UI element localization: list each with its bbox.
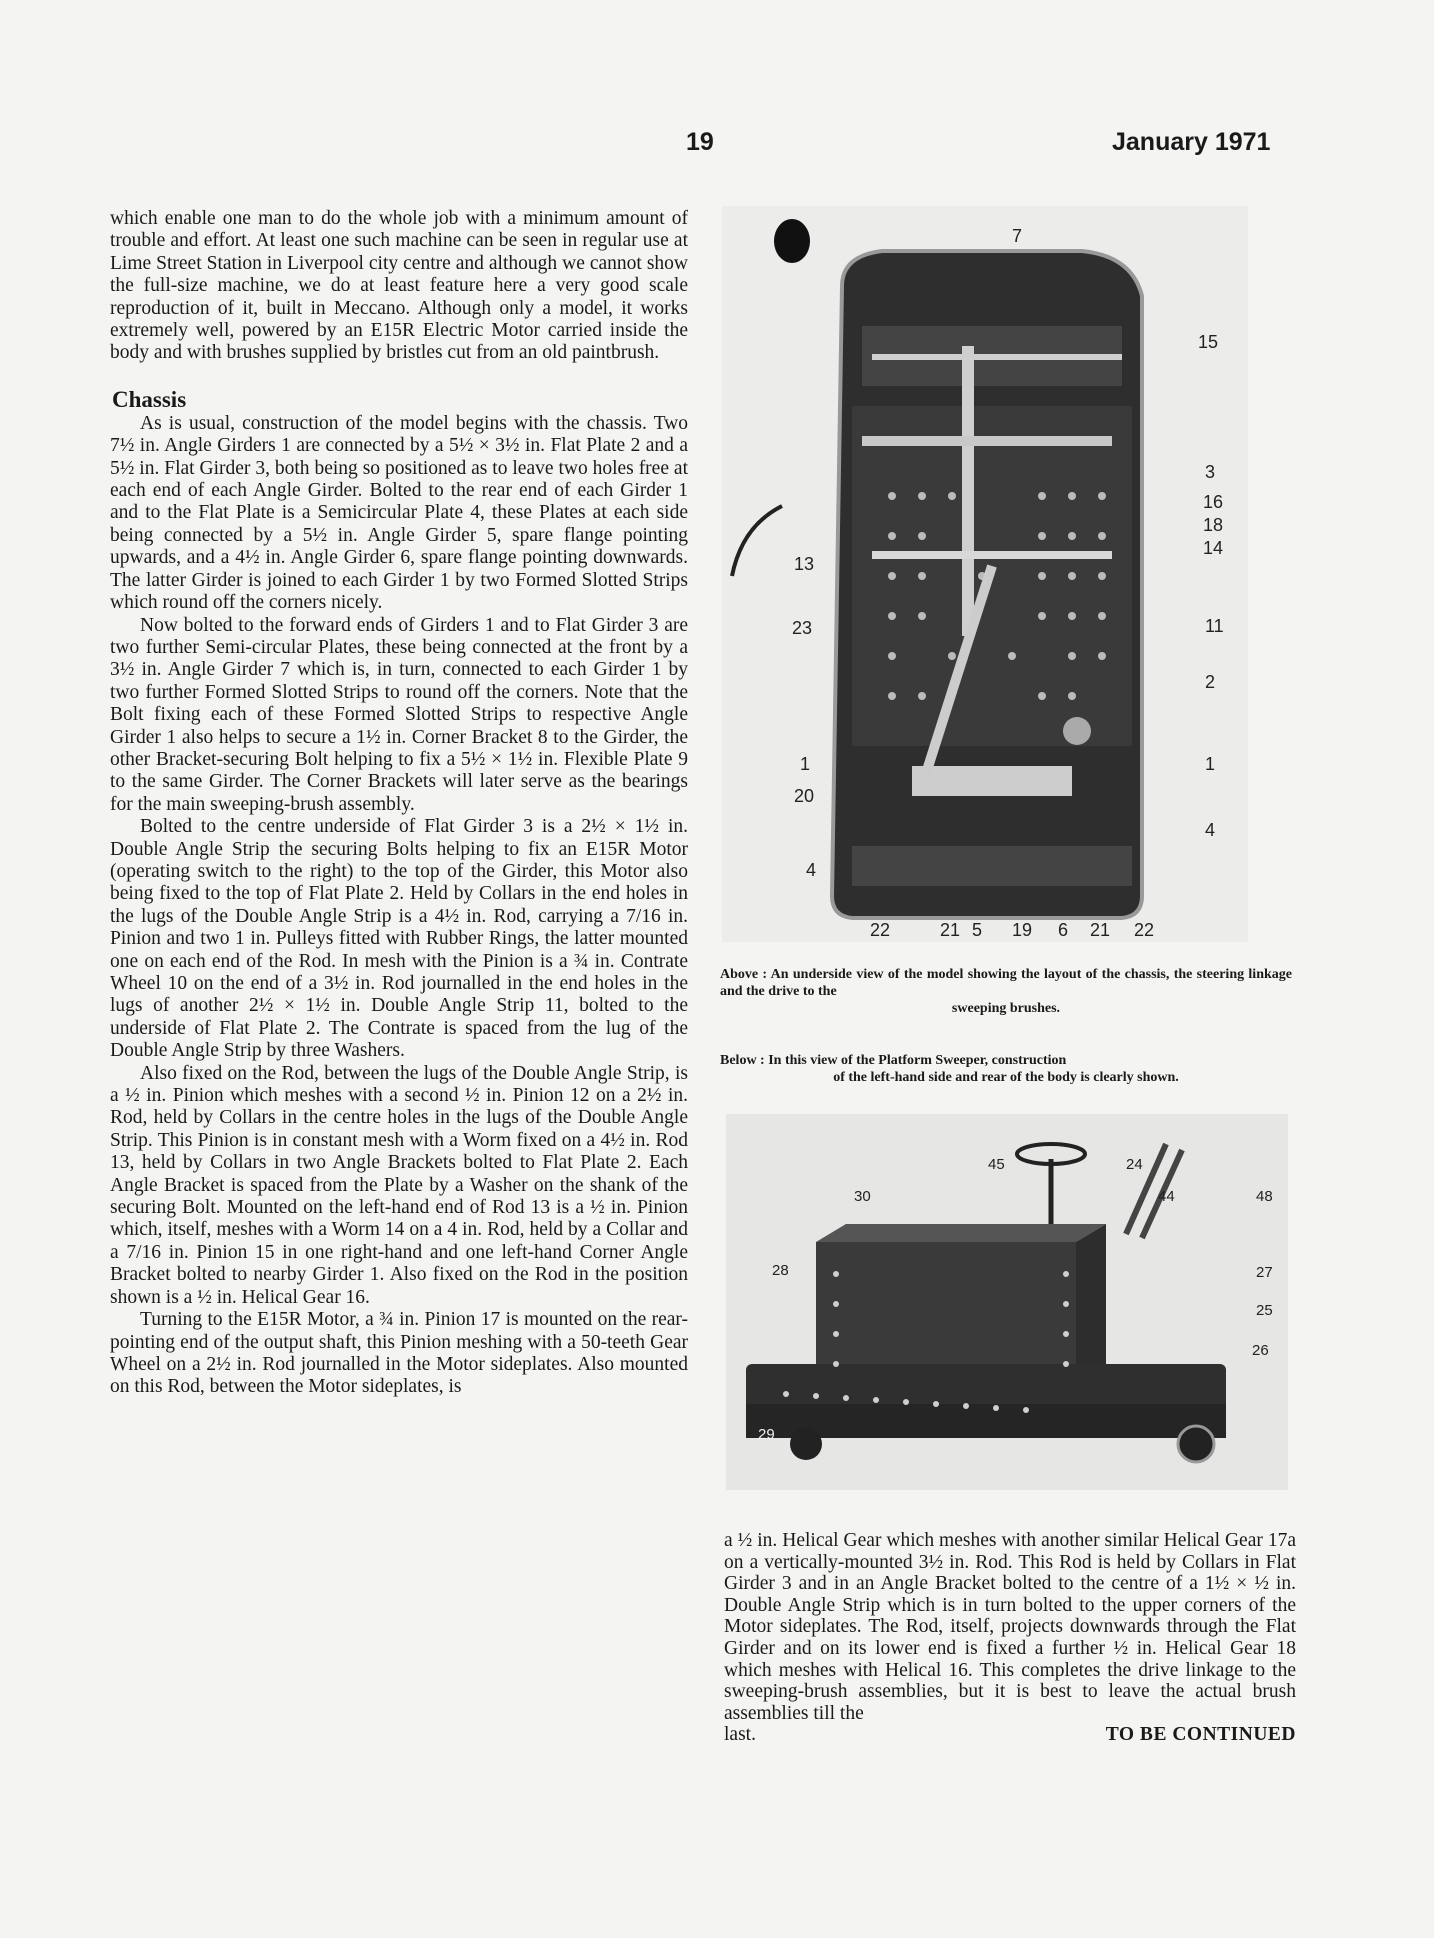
left-column	[110, 208, 688, 1399]
last-word: last.	[724, 1724, 756, 1746]
callout-26: 26	[1252, 1342, 1269, 1359]
callout-44: 44	[1158, 1188, 1175, 1205]
callout-19: 19	[1012, 920, 1033, 940]
callout-18: 18	[1203, 515, 1224, 535]
callout-22-left: 22	[870, 920, 891, 940]
sweeper-photo	[726, 1114, 1288, 1490]
page-number: 19	[686, 128, 714, 156]
callout-5: 5	[972, 920, 983, 940]
callout-16: 16	[1203, 492, 1224, 512]
caption-bottom-last: of the left-hand side and rear of the body is clearly shown.	[833, 1070, 1179, 1085]
callout-28: 28	[772, 1262, 789, 1279]
caption-bottom-prefix: Below :	[720, 1053, 765, 1068]
caption-top-text: An underside view of the model showing the layout of the chassis, the steering linkage and the drive to the	[720, 967, 1292, 999]
underside-photo	[722, 206, 1248, 942]
to-be-continued: TO BE CONTINUED	[1105, 1724, 1296, 1746]
issue-date: January 1971	[1112, 128, 1271, 156]
callout-21-left: 21	[940, 920, 961, 940]
callout-30: 30	[854, 1188, 871, 1205]
callout-29: 29	[758, 1426, 775, 1443]
callout-22-right: 22	[1134, 920, 1155, 940]
callout-25: 25	[1256, 1302, 1273, 1319]
callout-20: 20	[794, 786, 815, 806]
caption-bottom-text: In this view of the Platform Sweeper, construction	[768, 1053, 1067, 1068]
paragraph-4: Also fixed on the Rod, between the lugs of the Double Angle Strip, is a ½ in. Pinion which meshes with a second ½ in. Pinion 12 on a 2½ in. Rod, held by Collars in the centre holes in the lugs of the Double Angle Strip. This Pinion is in constant mesh with a Worm fixed on a 4½ in. Rod 13, held by Collars in two Angle Brackets bolted to Flat Plate 2. Each Angle Bracket is spaced from the Plate by a Washer on the shank of the securing Bolt. Mounted on the left-hand end of Rod 13 is a ½ in. Pinion which, itself, meshes with a Worm 14 on a 4 in. Rod, held by a Collar and a 7/16 in. Pinion 15 in one right-hand and one left-hand Corner Angle Bracket bolted to nearby Girder 1. Also fixed on the Rod in the position shown is a ½ in. Helical Gear 16.	[110, 1062, 688, 1308]
callout-4-left: 4	[806, 860, 817, 880]
callout-48: 48	[1256, 1188, 1273, 1205]
paragraph-1: As is usual, construction of the model begins with the chassis. Two 7½ in. Angle Girders 1 are connected by a 5½ × 3½ in. Flat Plate 2 and a 5½ in. Flat Girder 3, both being so positioned as to leave two holes free at each end of each Angle Girder. Bolted to the rear end of each Girder 1 and to the Flat Plate is a Semicircular Plate 4, these Plates at each side being connected by a 5½ in. Angle Girder 5, spare flange pointing upwards, and a 4½ in. Angle Girder 6, spare flange pointing downwards. The latter Girder is joined to each Girder 1 by two Formed Slotted Strips which round off the corners nicely.	[110, 412, 688, 614]
caption-top-prefix: Above :	[720, 967, 768, 982]
caption-top-last: sweeping brushes.	[951, 1001, 1061, 1016]
sweeper-illustration	[726, 1114, 1288, 1490]
callout-7: 7	[1012, 226, 1023, 246]
callout-2: 2	[1205, 672, 1216, 692]
callout-6: 6	[1058, 920, 1069, 940]
callout-4-right: 4	[1205, 820, 1216, 840]
callout-45: 45	[988, 1156, 1005, 1173]
callout-15: 15	[1198, 332, 1219, 352]
callout-24: 24	[1126, 1156, 1143, 1173]
caption-bottom	[720, 1052, 1292, 1086]
section-heading: Chassis	[112, 386, 187, 412]
right-paragraph: a ½ in. Helical Gear which meshes with another similar Helical Gear 17a on a vertically-mounted 3½ in. Rod. This Rod is held by Collars in Flat Girder 3 and in an Angle Bracket bolted to the centre of a 1½ × ½ in. Double Angle Strip which is in turn bolted to the upper corners of the Motor sideplates. The Rod, itself, projects downwards through the Flat Girder and on its lower end is fixed a further ½ in. Helical Gear 18 which meshes with Helical 16. This completes the drive linkage to the sweeping-brush assemblies, but it is best to leave the actual brush assemblies till the	[724, 1530, 1296, 1724]
paragraph-3: Bolted to the centre underside of Flat Girder 3 is a 2½ × 1½ in. Double Angle Strip the securing Bolts helping to fix an E15R Motor (operating switch to the right) to the top of the Girder, this Motor also being fixed to the top of Flat Plate 2. Held by Collars in the end holes in the lugs of the Double Angle Strip is a 4½ in. Rod, carrying a 7/16 in. Pinion and two 1 in. Pulleys fitted with Rubber Rings, the latter mounted one on each end of the Rod. In mesh with the Pinion is a ¾ in. Contrate Wheel 10 on the end of a 3½ in. Rod journalled in the end holes in the lugs of another 2½ × 1½ in. Double Angle Strip 11, bolted to the underside of Flat Plate 2. The Contrate is spaced from the lug of the Double Angle Strip by three Washers.	[110, 816, 688, 1062]
caption-top	[720, 966, 1292, 1017]
callout-3: 3	[1205, 462, 1216, 482]
paragraph-2: Now bolted to the forward ends of Girders 1 and to Flat Girder 3 are two further Semi-circular Plates, these being connected at the front by a 3½ in. Angle Girder 7 which is, in turn, connected to each Girder 1 by two further Formed Slotted Strips to round off the corners. Note that the Bolt fixing each of these Formed Slotted Strips to respective Angle Girder 1 also helps to secure a 1½ in. Corner Bracket 8 to the Girder, the other Bracket-securing Bolt helping to fix a 5½ × 1½ in. Flexible Plate 9 to the same Girder. The Corner Brackets will later serve as the bearings for the main sweeping-brush assembly.	[110, 614, 688, 815]
callout-1-left: 1	[800, 754, 811, 774]
paragraph-5: Turning to the E15R Motor, a ¾ in. Pinion 17 is mounted on the rear-pointing end of the output shaft, this Pinion meshing with a 50-teeth Gear Wheel on a 2½ in. Rod journalled in the Motor sideplates. Also mounted on this Rod, between the Motor sideplates, is	[110, 1309, 688, 1398]
callout-23: 23	[792, 618, 813, 638]
callout-1-right: 1	[1205, 754, 1216, 774]
callout-27: 27	[1256, 1264, 1273, 1281]
closing-line	[724, 1724, 1296, 1746]
right-column	[724, 1530, 1296, 1746]
callout-21-right: 21	[1090, 920, 1111, 940]
callout-13: 13	[794, 554, 815, 574]
intro-paragraph: which enable one man to do the whole job with a minimum amount of trouble and effort. At least one such machine can be seen in regular use at Lime Street Station in Liverpool city centre and although we cannot show the full-size machine, we do at least feature here a very good scale reproduction of it, built in Meccano. Although only a model, it works extremely well, powered by an E15R Electric Motor carried inside the body and with brushes supplied by bristles cut from an old paintbrush.	[110, 208, 688, 364]
callout-14: 14	[1203, 538, 1224, 558]
callout-11: 11	[1205, 616, 1224, 636]
